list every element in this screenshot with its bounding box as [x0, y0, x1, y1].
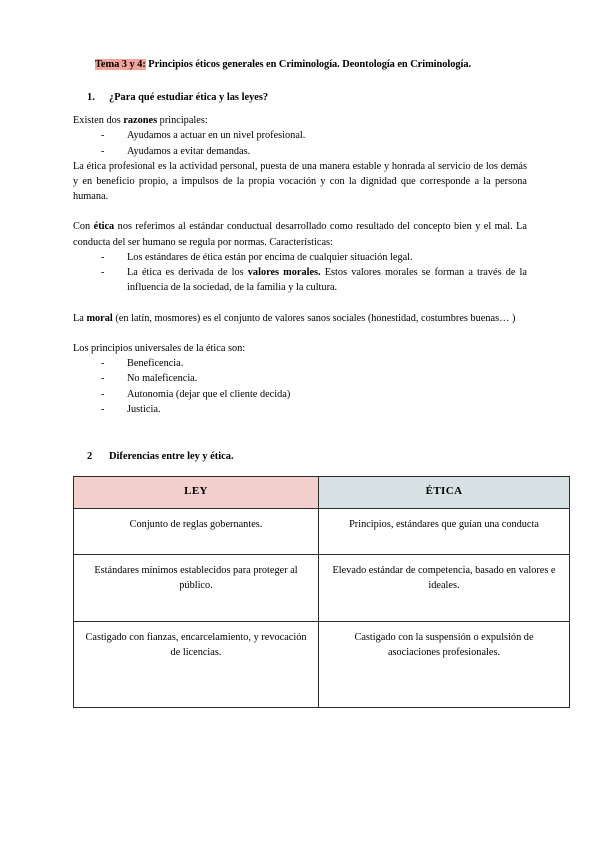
law-vs-ethics-table	[73, 476, 570, 708]
table-cell-ley: Conjunto de reglas gobernantes.	[74, 509, 319, 555]
section-heading-1	[73, 92, 527, 103]
table-row	[74, 509, 570, 555]
table-cell-etica: Elevado estándar de competencia, basado en valores e ideales.	[319, 555, 570, 622]
reasons-intro-lead: Existen dos	[73, 115, 124, 127]
section-2-number: 2	[87, 451, 93, 463]
moral-definition-paragraph	[73, 311, 527, 326]
moral-values-lead: La ética es derivada de los	[127, 267, 248, 279]
reasons-intro	[73, 113, 527, 128]
reasons-intro-bold: razones	[123, 115, 158, 127]
moral-def-tail: (en latín, mosmores) es el conjunto de valores sanos sociales (honestidad, costumbres buenas… )	[112, 312, 516, 324]
section-2-title: Diferencias entre ley y ética.	[109, 451, 234, 463]
professional-ethics-paragraph: La ética profesional es la actividad personal, puesta de una manera estable y honrada al servicio de los demás y en beneficio propio, a impulsos de la propia vocación y con la dignidad que corresponde a la persona humana.	[73, 160, 527, 203]
table-row	[74, 555, 570, 622]
moral-values-bold: valores morales.	[247, 267, 321, 279]
document-title	[95, 58, 527, 72]
list-item: - Ayudamos a actuar en un nivel profesional.	[101, 128, 527, 143]
principles-intro: Los principios universales de la ética son:	[73, 342, 246, 354]
document-title-highlight: Tema 3 y 4:	[95, 59, 146, 70]
ethics-def-tail: nos referimos al estándar conductual desarrollado como resultado del concepto bien y el mal. La conducta del ser humano se regula por normas. Características:	[73, 221, 528, 248]
moral-values-tail: Estos valores morales se forman a través de la influencia de la sociedad, de la familia y la cultura.	[127, 267, 527, 294]
characteristics-list	[73, 250, 527, 296]
list-item: - No maleficencia.	[101, 371, 527, 386]
document-title-rest: Principios éticos generales en Criminología. Deontología en Criminología.	[145, 59, 472, 70]
ethics-def-lead: Con	[73, 221, 94, 233]
table-header-etica: ÉTICA	[319, 477, 570, 509]
table-row	[74, 622, 570, 708]
list-item	[101, 265, 527, 295]
table-header-row	[74, 477, 570, 509]
list-item: - Beneficencia.	[101, 356, 527, 371]
section-1-number: 1.	[87, 92, 95, 104]
table-cell-ley: Estándares mínimos establecidos para proteger al público.	[74, 555, 319, 622]
moral-def-lead: La	[73, 312, 87, 324]
table-cell-ley: Castigado con fianzas, encarcelamiento, y revocación de licencias.	[74, 622, 319, 708]
reasons-list	[73, 128, 527, 158]
list-item: - Justicia.	[101, 402, 527, 417]
table-cell-etica: Castigado con la suspensión o expulsión de asociaciones profesionales.	[319, 622, 570, 708]
reasons-intro-tail: principales:	[157, 115, 208, 127]
list-item: - Ayudamos a evitar demandas.	[101, 144, 527, 159]
list-item: - Los estándares de ética están por encima de cualquier situación legal.	[101, 250, 527, 265]
ethics-definition-paragraph	[73, 219, 527, 249]
table-cell-etica: Principios, estándares que guían una conducta	[319, 509, 570, 555]
table-header-ley: LEY	[74, 477, 319, 509]
section-1-title: ¿Para qué estudiar ética y las leyes?	[109, 92, 269, 104]
section-heading-2	[73, 451, 527, 462]
list-item: - Autonomía (dejar que el cliente decida)	[101, 387, 527, 402]
principles-list	[73, 356, 527, 417]
ethics-def-bold: ética	[93, 221, 115, 233]
moral-def-bold: moral	[86, 312, 113, 324]
